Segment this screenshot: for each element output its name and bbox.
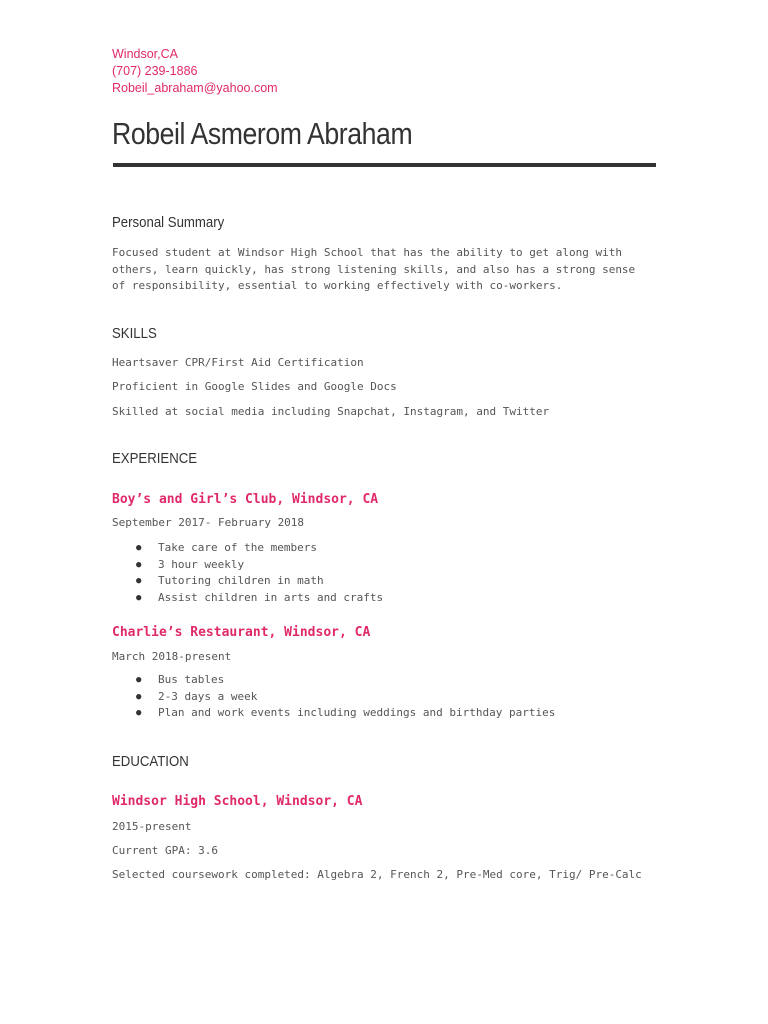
- education-heading: EDUCATION: [112, 753, 189, 770]
- skill-item: Proficient in Google Slides and Google Docs: [112, 380, 397, 393]
- list-item-text: 3 hour weekly: [158, 557, 245, 571]
- list-item-text: Bus tables: [158, 673, 225, 686]
- summary-heading: Personal Summary: [112, 214, 225, 231]
- skill-item: Heartsaver CPR/First Aid Certification: [112, 356, 364, 369]
- bullet-icon: ●: [136, 543, 142, 553]
- contact-block: [112, 46, 278, 97]
- experience-heading: EXPERIENCE: [112, 450, 198, 467]
- bullet-icon: ●: [136, 559, 142, 570]
- list-item: [112, 672, 555, 689]
- summary-text: [112, 245, 672, 295]
- list-item-text: Plan and work events including weddings and birthday parties: [158, 706, 556, 720]
- skills-heading: SKILLS: [112, 325, 157, 342]
- list-item-text: Take care of the members: [158, 541, 317, 554]
- contact-email: Robeil_abraham@yahoo.com: [112, 81, 278, 95]
- bullet-icon: ●: [136, 691, 142, 702]
- list-item: [112, 573, 383, 590]
- summary-line: of responsibility, essential to working effectively with co-workers.: [112, 279, 563, 292]
- list-item-text: 2-3 days a week: [158, 689, 258, 703]
- bullet-icon: ●: [136, 675, 142, 685]
- list-item-text: Assist children in arts and crafts: [158, 591, 384, 605]
- summary-line: Focused student at Windsor High School that has the ability to get along with: [112, 246, 622, 259]
- list-item: [112, 557, 383, 574]
- job-dates: March 2018-present: [112, 650, 232, 663]
- title-divider: [113, 163, 656, 167]
- bullet-icon: ●: [136, 576, 142, 587]
- candidate-name: Robeil Asmerom Abraham: [112, 116, 413, 151]
- list-item: [112, 590, 383, 607]
- list-item: [112, 540, 383, 557]
- job-dates: September 2017- February 2018: [112, 516, 305, 529]
- school-name: Windsor High School, Windsor, CA: [112, 794, 363, 809]
- education-gpa: Current GPA: 3.6: [112, 844, 218, 857]
- list-item-text: Tutoring children in math: [158, 574, 324, 588]
- job-bullet-list: [112, 672, 555, 722]
- education-dates: 2015-present: [112, 820, 192, 833]
- bullet-icon: ●: [136, 708, 142, 719]
- job-bullet-list: [112, 540, 383, 607]
- list-item: [112, 689, 555, 706]
- job-title: Boy’s and Girl’s Club, Windsor, CA: [112, 492, 379, 507]
- summary-line: others, learn quickly, has strong listening skills, and also has a strong sense: [112, 262, 636, 276]
- bullet-icon: ●: [136, 593, 142, 604]
- education-coursework: Selected coursework completed: Algebra 2, French 2, Pre-Med core, Trig/ Pre-Calc: [112, 868, 642, 881]
- job-title: Charlie’s Restaurant, Windsor, CA: [112, 625, 371, 640]
- contact-location: Windsor,CA: [112, 47, 178, 61]
- list-item: [112, 705, 555, 722]
- skill-item: Skilled at social media including Snapchat, Instagram, and Twitter: [112, 405, 550, 418]
- contact-phone: (707) 239-1886: [112, 64, 198, 78]
